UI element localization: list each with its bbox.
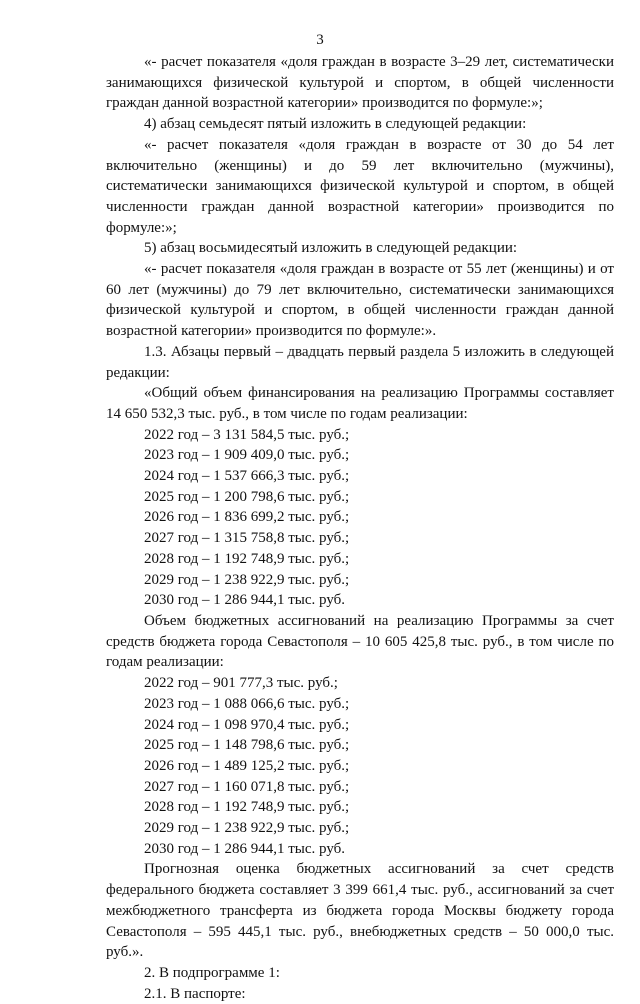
- list-item: 2024 год – 1 537 666,3 тыс. руб.;: [144, 468, 350, 485]
- list-item: 2023 год – 1 909 409,0 тыс. руб.;: [144, 447, 350, 464]
- list-item: 2029 год – 1 238 922,9 тыс. руб.;: [144, 820, 350, 837]
- list-item: 2026 год – 1 836 699,2 тыс. руб.;: [144, 509, 350, 526]
- paragraph-total-financing: «Общий объем финансирования на реализацию Программы составляет 14 650 532,3 тыс. руб., в том числе по годам реализации:: [106, 385, 614, 422]
- paragraph-section-1-3: 1.3. Абзацы первый – двадцать первый раздела 5 изложить в следующей редакции:: [106, 343, 614, 381]
- paragraph-indicator-55-79: «- расчет показателя «доля граждан в возрасте от 55 лет (женщины) и от 60 лет (мужчины) до 79 лет включительно, систематически занимающихся физической культурой и спортом, в общей численности граждан данной возрастной категории» производится по формуле:».: [106, 261, 614, 340]
- financing-by-year-list: [106, 425, 614, 611]
- list-item: 2028 год – 1 192 748,9 тыс. руб.;: [144, 550, 350, 567]
- paragraph-indicator-3-29: «- расчет показателя «доля граждан в возрасте 3–29 лет, систематически занимающихся физической культурой и спортом, в общей численности граждан данной возрастной категории» производится по формуле:»;: [106, 54, 614, 112]
- paragraph-item-5: 5) абзац восьмидесятый изложить в следующей редакции:: [144, 240, 518, 257]
- list-item: 2030 год – 1 286 944,1 тыс. руб.: [144, 840, 346, 857]
- list-item: 2024 год – 1 098 970,4 тыс. руб.;: [144, 716, 350, 733]
- paragraph-forecast-assessment: Прогнозная оценка бюджетных ассигнований за счет средств федерального бюджета составляет 3 399 661,4 тыс. руб., ассигнований за счет межбюджетного трансферта из бюджета города Москвы бюджету города Севастополя – 595 445,1 тыс. руб., внебюджетных средств – 50 000,0 тыс. руб.».: [106, 861, 614, 961]
- paragraph-sevastopol-budget: Объем бюджетных ассигнований на реализацию Программы за счет средств бюджета города Севастополя – 10 605 425,8 тыс. руб., в том числе по годам реализации:: [106, 612, 614, 671]
- page-number: 3: [316, 32, 324, 48]
- list-item: 2022 год – 3 131 584,5 тыс. руб.;: [144, 426, 350, 443]
- list-item: 2027 год – 1 160 071,8 тыс. руб.;: [144, 778, 350, 795]
- list-item: 2025 год – 1 200 798,6 тыс. руб.;: [144, 488, 350, 505]
- list-item: 2025 год – 1 148 798,6 тыс. руб.;: [144, 737, 350, 754]
- paragraph-passport: 2.1. В паспорте:: [144, 985, 246, 1002]
- paragraph-indicator-30-54: «- расчет показателя «доля граждан в возрасте от 30 до 54 лет включительно (женщины) и до 59 лет включительно (мужчины), систематически занимающихся физической культурой и спортом, в общей численности граждан данной возрастной категории» производится по формуле:»;: [106, 136, 614, 236]
- list-item: 2028 год – 1 192 748,9 тыс. руб.;: [144, 799, 350, 816]
- list-item: 2026 год – 1 489 125,2 тыс. руб.;: [144, 757, 350, 774]
- sevastopol-budget-by-year-list: [106, 673, 614, 859]
- list-item: 2030 год – 1 286 944,1 тыс. руб.: [144, 592, 346, 609]
- list-item: 2027 год – 1 315 758,8 тыс. руб.;: [144, 530, 350, 547]
- paragraph-item-4: 4) абзац семьдесят пятый изложить в следующей редакции:: [144, 116, 527, 133]
- list-item: 2022 год – 901 777,3 тыс. руб.;: [144, 675, 338, 692]
- list-item: 2023 год – 1 088 066,6 тыс. руб.;: [144, 695, 350, 712]
- document-body: [106, 52, 614, 1004]
- list-item: 2029 год – 1 238 922,9 тыс. руб.;: [144, 571, 350, 588]
- paragraph-subprogram-1: 2. В подпрограмме 1:: [144, 964, 280, 981]
